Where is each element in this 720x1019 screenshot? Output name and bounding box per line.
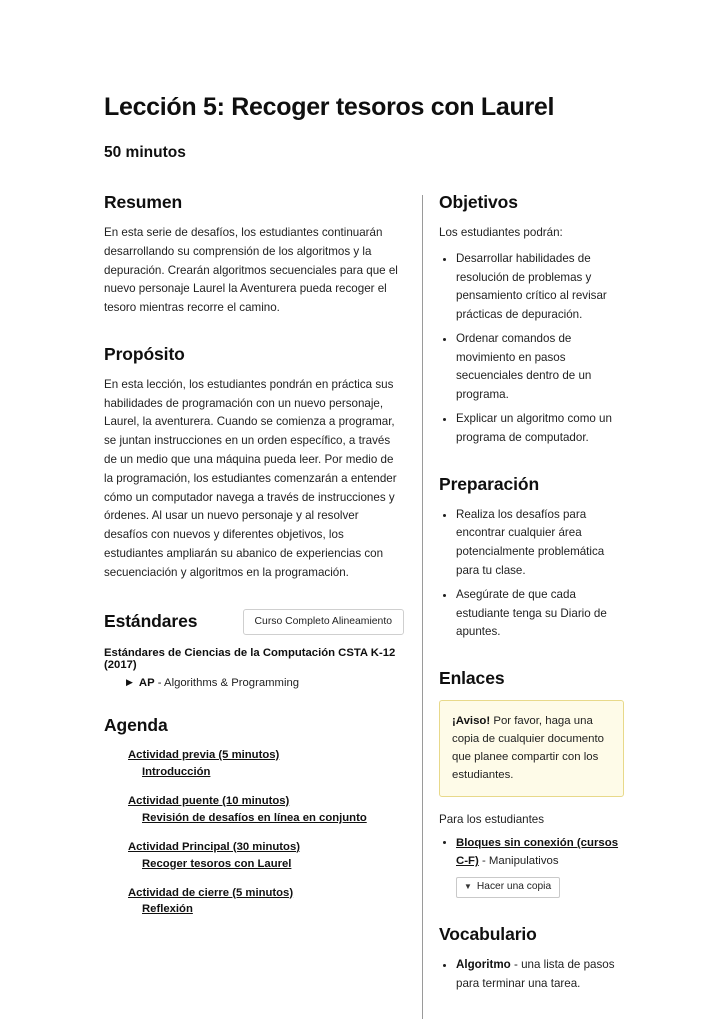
preparacion-heading: Preparación (439, 473, 540, 494)
right-column (423, 192, 624, 1019)
standard-description: Algorithms & Programming (164, 676, 300, 689)
objetivos-intro: Los estudiantes podrán: (439, 226, 563, 239)
section-resumen (104, 192, 404, 318)
list-item: • Ordenar comandos de movimiento en pasos secuenciales dentro de un programa. (456, 330, 624, 405)
list-item (456, 834, 624, 898)
estandares-heading: Estándares (104, 611, 198, 632)
objetivos-heading: Objetivos (439, 192, 518, 212)
agenda-activity-link[interactable]: Actividad de cierre (5 minutos) (128, 886, 294, 899)
preparacion-list (439, 506, 624, 642)
page-title: Lección 5: Recoger tesoros con Laurel (104, 93, 555, 121)
resumen-heading: Resumen (104, 192, 183, 212)
enlaces-heading: Enlaces (439, 668, 505, 689)
make-a-copy-label: Hacer una copia (476, 880, 552, 892)
list-item: • Explicar un algoritmo como un programa de computador. (456, 410, 624, 448)
agenda-heading: Agenda (104, 714, 168, 735)
standard-separator: - (154, 676, 165, 689)
vocab-definition: una lista de pasos para terminar una tarea. (456, 957, 615, 990)
proposito-text: En esta lección, los estudiantes pondrán en práctica sus habilidades de programación con un nuevo personaje, Laurel, la aventurera. Cuando se comienza a programar, se juntan instrucciones en un orden específico, a través de un medio que una máquina pueda leer. Por medio de la programación, los estudiantes comenzarán a entender cómo un computador navega a través de instrucciones y órdenes. Al usar un nuevo personaje y al resolver desafíos con nuevos y diferentes objetivos, los estudiantes ampliarán su abanico de experiencias con secuenciación y algoritmos en la programación. (104, 377, 397, 579)
section-enlaces (439, 668, 624, 898)
curso-completo-alineamiento-button[interactable]: Curso Completo Alineamiento (243, 609, 404, 635)
agenda-group (104, 747, 404, 781)
vocabulario-heading: Vocabulario (439, 923, 537, 944)
standard-code: AP (138, 676, 155, 689)
agenda-subactivity-link[interactable]: Recoger tesoros con Laurel (142, 857, 292, 870)
section-estandares (104, 609, 404, 689)
agenda-group (104, 793, 404, 827)
left-column (104, 192, 422, 944)
resource-suffix: - Manipulativos (478, 855, 559, 868)
notice-text: Por favor, haga una copia de cualquier documento que planee compartir con los estudiantes. (452, 715, 604, 782)
list-item: • Realiza los desafíos para encontrar cualquier área potencialmente problemática para tu clase. (456, 506, 624, 581)
standard-item-ap[interactable] (126, 677, 404, 689)
agenda-group (104, 885, 404, 919)
notice-label: ¡Aviso! (452, 715, 491, 728)
resumen-text: En esta serie de desafíos, los estudiantes continuarán desarrollando su comprensión de los algoritmos y la depuración. Crearán algoritmos secuenciales para que el nuevo personaje Laurel la Aventurera pueda recoger el tesoro mientras recorre el camino. (104, 226, 398, 315)
agenda-activity-link[interactable]: Actividad puente (10 minutos) (128, 794, 290, 807)
list-item: • Desarrollar habilidades de resolución de problemas y pensamiento crítico al revisar prácticas de depuración. (456, 250, 624, 325)
section-preparacion (439, 474, 624, 642)
objetivos-list (439, 250, 624, 448)
lesson-duration: 50 minutos (104, 144, 186, 161)
section-proposito (104, 344, 404, 583)
list-item (456, 956, 624, 994)
triangle-right-icon: ▶ (126, 676, 133, 687)
vocab-term: Algoritmo (456, 957, 511, 971)
standards-framework-label: Estándares de Ciencias de la Computación CSTA K-12 (2017) (104, 646, 396, 671)
estandares-header-row (104, 609, 404, 635)
resource-link[interactable]: Bloques sin conexión (cursos C-F) (456, 837, 619, 868)
agenda-group (104, 839, 404, 873)
section-vocabulario (439, 924, 624, 994)
agenda-activity-link[interactable]: Actividad Principal (30 minutos) (128, 840, 300, 853)
vocab-separator: - (510, 957, 522, 971)
student-resources-list (439, 834, 624, 898)
list-item: • Asegúrate de que cada estudiante tenga su Diario de apuntes. (456, 586, 624, 642)
proposito-heading: Propósito (104, 343, 185, 364)
chevron-down-icon: ▼ (464, 881, 472, 891)
vocabulario-list (439, 956, 624, 994)
two-column-layout (104, 192, 624, 1019)
section-agenda (104, 715, 404, 919)
agenda-subactivity-link[interactable]: Reflexión (142, 903, 193, 916)
agenda-subactivity-link[interactable]: Revisión de desafíos en línea en conjunto (142, 811, 367, 824)
agenda-activity-link[interactable]: Actividad previa (5 minutos) (128, 748, 280, 761)
students-links-label: Para los estudiantes (439, 813, 545, 827)
agenda-list (104, 747, 404, 919)
make-a-copy-button[interactable] (456, 877, 560, 898)
notice-callout (439, 700, 624, 797)
section-objetivos (439, 192, 624, 448)
agenda-subactivity-link[interactable]: Introducción (142, 765, 211, 778)
